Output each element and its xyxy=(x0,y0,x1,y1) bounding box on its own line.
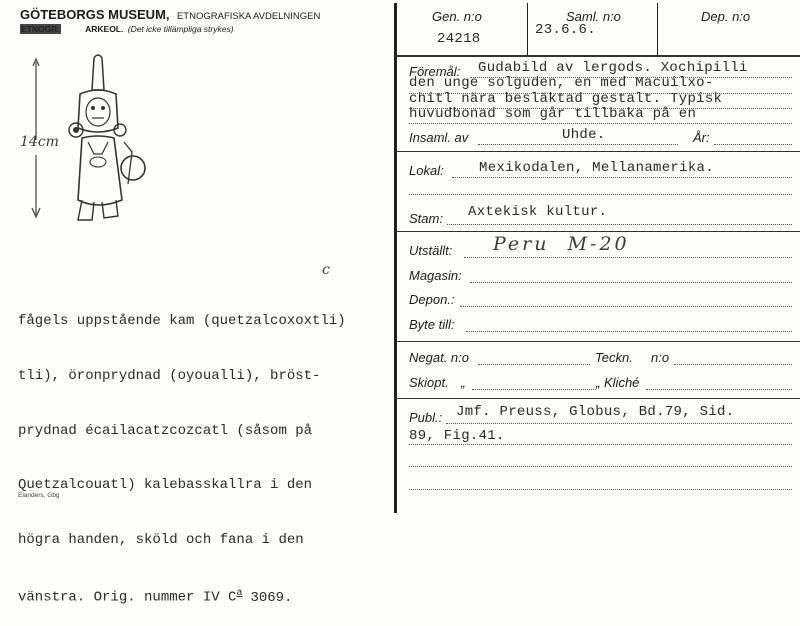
saml-no-value: 23.6.6. xyxy=(535,22,596,38)
insaml-label: Insaml. av xyxy=(409,130,469,145)
section-line xyxy=(396,398,800,399)
department-choice xyxy=(20,24,234,34)
superscript-a: a xyxy=(236,588,243,600)
teckn-label: Teckn. xyxy=(595,350,633,365)
magasin-label: Magasin: xyxy=(409,268,462,283)
foremal-dotted-line xyxy=(409,93,792,94)
utstallt-dotted-line xyxy=(464,257,792,258)
description-line: tli), öronprydnad (oyoualli), bröst- xyxy=(18,368,321,385)
department-name: ETNOGRAFISKA AVDELNINGEN xyxy=(176,11,321,22)
depon-dotted-line xyxy=(460,306,792,307)
section-line xyxy=(396,231,800,232)
museum-name: GÖTEBORGS MUSEUM, xyxy=(20,7,170,22)
foremal-line-1: Gudabild av lergods. Xochipilli xyxy=(478,60,748,76)
struck-etnogr: ETNOGR. xyxy=(21,24,60,34)
publ-dotted-line xyxy=(409,466,792,467)
depon-label: Depon.: xyxy=(409,292,455,307)
gen-no-value: 24218 xyxy=(437,31,481,47)
description-line: fågels uppstående kam (quetzalcoxoxtli) xyxy=(18,313,346,330)
foremal-line-3: chitl nära besläktad gestalt. Typisk xyxy=(409,91,723,107)
skiopt-label: Skiopt. xyxy=(409,375,449,390)
publ-dotted-line xyxy=(409,444,792,445)
insaml-dotted-line xyxy=(478,144,678,145)
byte-till-dotted-line xyxy=(466,331,792,332)
magasin-dotted-line xyxy=(470,282,792,283)
description-number: 3069. xyxy=(250,590,293,607)
printer-mark: Elanders, Gbg xyxy=(18,492,60,499)
description-continuation xyxy=(18,276,346,626)
teckn-dotted-line xyxy=(674,364,792,365)
section-line xyxy=(396,151,800,152)
teckn-no-label: n:o xyxy=(651,350,670,365)
lokal-dotted-line xyxy=(409,194,792,195)
strike-note: (Det icke tillämpliga strykes) xyxy=(127,24,234,34)
insaml-value: Uhde. xyxy=(562,127,606,143)
skiopt-dotted-line xyxy=(472,389,596,390)
kliche-label: Kliché xyxy=(604,375,640,390)
description-last-line xyxy=(18,585,346,607)
handwritten-correction: c xyxy=(322,262,330,278)
lokal-label: Lokal: xyxy=(409,163,444,178)
kliche-dotted-line xyxy=(646,389,792,390)
foremal-dotted-line xyxy=(409,123,792,124)
box-divider-1 xyxy=(527,3,528,55)
publ-dotted-line xyxy=(446,423,792,424)
dep-no-label: Dep. n:o xyxy=(701,9,751,24)
kliche-ditto-mark: „ xyxy=(596,375,601,390)
lokal-value: Mexikodalen, Mellanamerika. xyxy=(479,160,714,176)
publ-line-2: 89, Fig.41. xyxy=(409,428,505,444)
negat-dotted-line xyxy=(478,364,590,365)
description-line: högra handen, sköld och fana i den xyxy=(18,531,304,548)
utstallt-value: Peru M-20 xyxy=(493,233,630,255)
foremal-dotted-line xyxy=(409,108,792,109)
box-divider-2 xyxy=(657,3,658,55)
publ-dotted-line xyxy=(409,489,792,490)
byte-till-label: Byte till: xyxy=(409,317,455,332)
stam-dotted-line xyxy=(447,224,792,225)
description-line: prydnad écailacatzcozcatl (såsom på xyxy=(18,422,313,439)
arkeol-label: ARKEOL. xyxy=(85,24,124,34)
foremal-line-4: huvudbonad som går tillbaka på en xyxy=(409,106,697,122)
saml-no-label: Saml. n:o xyxy=(566,9,621,24)
section-line xyxy=(396,341,800,342)
foremal-dotted-line xyxy=(470,77,792,78)
description-line: Quetzalcouatl) kalebasskallra i den xyxy=(18,477,313,494)
ar-label: År: xyxy=(693,130,710,145)
foremal-label: Föremål: xyxy=(409,64,461,79)
height-label: 14cm xyxy=(20,134,59,150)
foremal-line-2: den unge solguden, en med Macuilxo- xyxy=(409,75,714,91)
lokal-dotted-line xyxy=(452,177,792,178)
box-bottom-line xyxy=(396,55,800,57)
utstallt-label: Utställt: xyxy=(409,243,453,258)
gen-no-label: Gen. n:o xyxy=(432,9,482,24)
publ-label: Publ.: xyxy=(409,410,443,425)
stam-label: Stam: xyxy=(409,211,443,226)
skiopt-ditto-mark: „ xyxy=(461,375,466,390)
ar-dotted-line xyxy=(714,144,792,145)
description-line: vänstra. Orig. nummer IV C xyxy=(18,590,237,607)
stam-value: Axtekisk kultur. xyxy=(468,204,608,220)
card-divider xyxy=(394,3,397,513)
publ-line-1: Jmf. Preuss, Globus, Bd.79, Sid. xyxy=(456,404,735,420)
museum-header xyxy=(20,6,320,24)
negat-label: Negat. n:o xyxy=(409,350,469,365)
